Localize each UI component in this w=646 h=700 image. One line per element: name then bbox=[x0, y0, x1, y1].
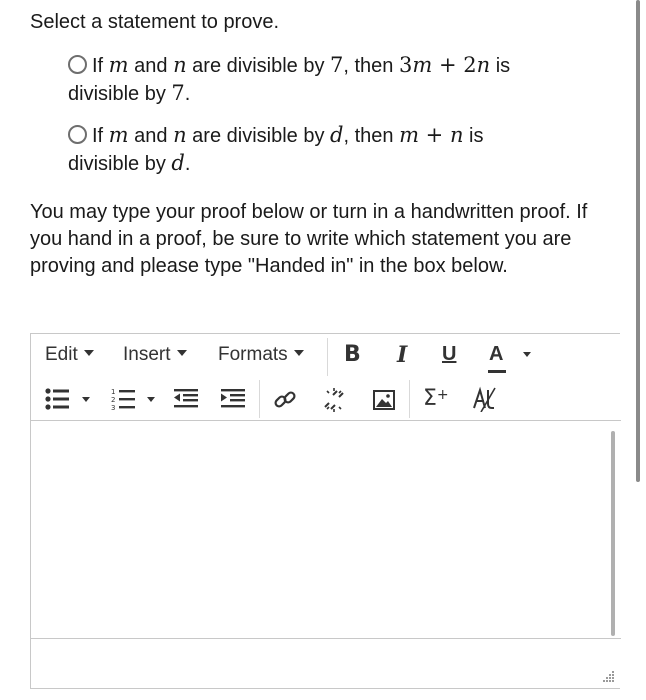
option-1-mid2: are divisible by bbox=[186, 55, 331, 77]
outdent-icon[interactable] bbox=[174, 389, 198, 409]
editor-menubar bbox=[31, 334, 621, 378]
equation-icon[interactable] bbox=[423, 386, 449, 411]
insert-menu[interactable] bbox=[123, 344, 187, 366]
bold-button[interactable]: B bbox=[344, 342, 361, 367]
question-prompt: Select a statement to prove. bbox=[30, 11, 280, 33]
formats-menu[interactable] bbox=[218, 344, 304, 366]
image-icon[interactable] bbox=[373, 390, 395, 410]
instructions-text: You may type your proof below or turn in a handwritten proof. If you hand in a proof, be sure to write which statement you are proving and please type "Handed in" in the box below. bbox=[30, 201, 588, 277]
editor-statusbar bbox=[31, 639, 621, 689]
unlink-icon[interactable] bbox=[321, 387, 347, 413]
radio-option-1[interactable] bbox=[68, 55, 87, 74]
text-color-swatch bbox=[488, 370, 506, 373]
proof-textarea[interactable] bbox=[31, 421, 621, 638]
option-1-expr-m: m bbox=[412, 53, 433, 77]
option-2-line2-pre: divisible by bbox=[68, 153, 172, 175]
toolbar-divider bbox=[409, 380, 410, 418]
text-color-dropdown-icon[interactable] bbox=[523, 352, 531, 357]
editor-scrollbar[interactable] bbox=[611, 431, 615, 636]
option-1-expr-plus2: + 2 bbox=[432, 53, 477, 77]
insert-menu-label: Insert bbox=[123, 344, 171, 365]
chevron-down-icon bbox=[294, 350, 304, 356]
link-icon[interactable] bbox=[273, 388, 297, 412]
statement-option-1[interactable] bbox=[68, 52, 588, 108]
radio-option-2[interactable] bbox=[68, 125, 87, 144]
chevron-down-icon bbox=[177, 350, 187, 356]
toolbar-divider bbox=[327, 338, 328, 376]
option-1-pre: If bbox=[92, 55, 109, 77]
option-1-coef-3: 3 bbox=[399, 53, 413, 77]
svg-text:2: 2 bbox=[111, 396, 116, 404]
editor-content-area[interactable] bbox=[31, 420, 621, 639]
svg-text:1: 1 bbox=[111, 388, 116, 396]
numbered-list-dropdown-icon[interactable] bbox=[147, 397, 155, 402]
rich-text-editor bbox=[30, 333, 620, 689]
sigma-glyph: Σ bbox=[423, 386, 437, 411]
option-1-line2-pre: divisible by bbox=[68, 83, 172, 105]
statement-option-2[interactable] bbox=[68, 122, 588, 178]
option-1-mid3: , then bbox=[343, 55, 399, 77]
italic-button[interactable]: I bbox=[397, 342, 408, 368]
text-color-button[interactable] bbox=[489, 343, 503, 366]
option-1-text bbox=[68, 52, 511, 108]
edit-menu-label: Edit bbox=[45, 344, 78, 365]
bullet-list-icon[interactable] bbox=[45, 388, 71, 410]
option-2-expr-m: m bbox=[399, 123, 419, 147]
plus-glyph: + bbox=[436, 387, 449, 403]
option-2-text bbox=[68, 122, 484, 178]
formats-menu-label: Formats bbox=[218, 344, 288, 365]
edit-menu[interactable] bbox=[45, 344, 94, 366]
option-2-divisor: d bbox=[330, 123, 344, 147]
option-1-mid1: and bbox=[128, 55, 174, 77]
option-1-line2-divisor: 7 bbox=[171, 81, 185, 105]
option-2-pre: If bbox=[92, 125, 109, 147]
option-2-line2-divisor: d bbox=[171, 151, 185, 175]
option-2-mid2: are divisible by bbox=[186, 125, 331, 147]
option-1-expr-n: n bbox=[476, 53, 491, 77]
chevron-down-icon bbox=[84, 350, 94, 356]
option-2-expr-plus: + bbox=[419, 123, 450, 147]
numbered-list-icon[interactable] bbox=[111, 387, 137, 411]
underline-button[interactable]: U bbox=[442, 343, 457, 365]
option-1-divisor: 7 bbox=[330, 53, 344, 77]
page-scrollbar[interactable] bbox=[636, 0, 640, 482]
option-1-var-n: n bbox=[173, 53, 187, 77]
option-2-var-n: n bbox=[173, 123, 187, 147]
option-1-tail: is bbox=[490, 55, 511, 77]
option-2-var-m: m bbox=[108, 123, 129, 147]
option-2-mid1: and bbox=[128, 125, 174, 147]
toolbar-divider bbox=[259, 380, 260, 418]
option-2-tail: is bbox=[463, 125, 484, 147]
option-2-line2-post: . bbox=[184, 153, 191, 175]
bullet-list-dropdown-icon[interactable] bbox=[82, 397, 90, 402]
option-1-line2-post: . bbox=[184, 83, 191, 105]
option-2-expr-n: n bbox=[449, 123, 464, 147]
option-1-var-m: m bbox=[108, 53, 129, 77]
resize-grip-icon[interactable] bbox=[601, 669, 615, 683]
indent-icon[interactable] bbox=[221, 389, 245, 409]
strikethrough-icon[interactable] bbox=[471, 386, 497, 412]
text-color-label: A bbox=[489, 343, 504, 365]
svg-text:3: 3 bbox=[111, 404, 116, 411]
editor-toolbar-row-2 bbox=[31, 378, 621, 420]
option-2-mid3: , then bbox=[343, 125, 400, 147]
